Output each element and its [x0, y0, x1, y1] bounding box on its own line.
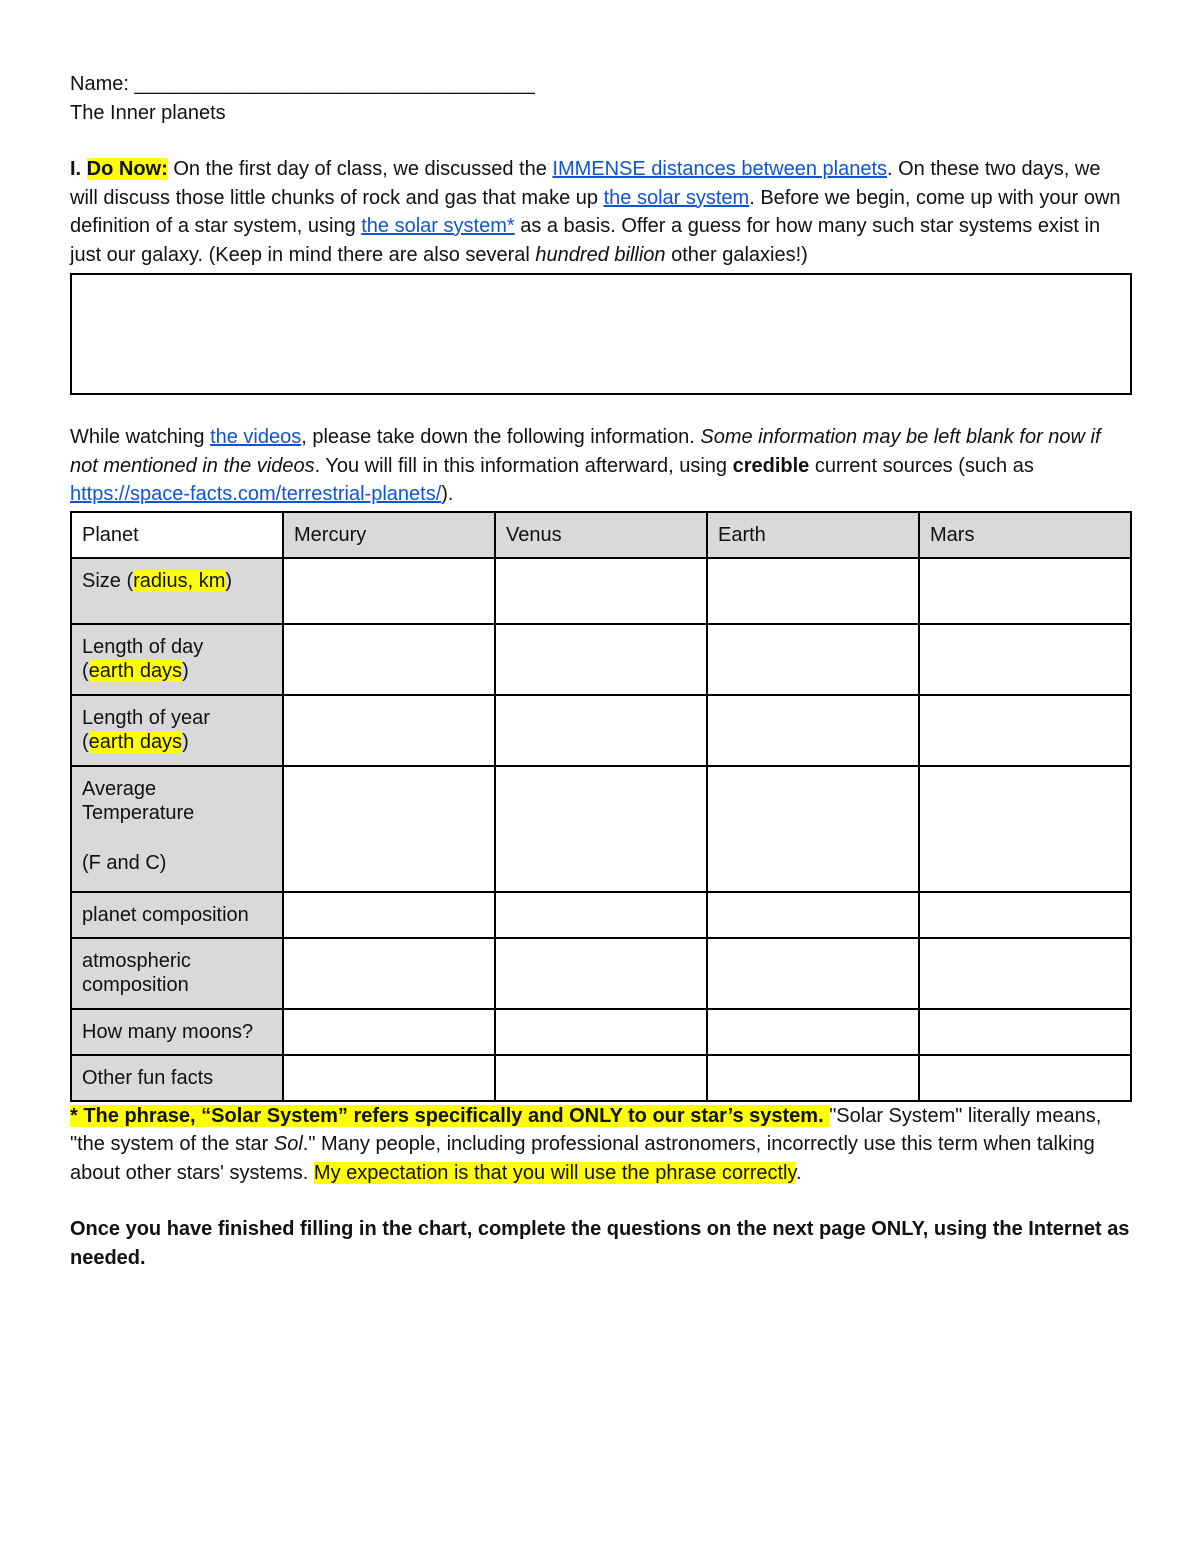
- day-unit-highlight: earth days: [88, 659, 183, 682]
- footnote-text-2: ." Many people, including professional astronomers, incorrectly use this term when talking about other stars' systems.: [70, 1133, 1095, 1184]
- footnote-text-3: .: [796, 1161, 802, 1184]
- header-mars: Mars: [919, 512, 1131, 558]
- row-label-year: [71, 695, 283, 766]
- cell-venus-size[interactable]: [495, 558, 707, 624]
- name-blank[interactable]: ____________________________________: [134, 73, 535, 95]
- instructions-text-5: ).: [441, 483, 454, 505]
- instructions-paragraph: [70, 423, 1132, 509]
- space-facts-link[interactable]: https://space-facts.com/terrestrial-planets/: [70, 483, 442, 505]
- cell-earth-year[interactable]: [707, 695, 919, 766]
- worksheet-page: [70, 70, 1132, 1272]
- cell-earth-composition[interactable]: [707, 892, 919, 938]
- day-label-text: Length of day: [82, 635, 204, 658]
- row-label-moons: How many moons?: [71, 1009, 283, 1055]
- cell-mercury-atmosphere[interactable]: [283, 938, 495, 1009]
- cell-venus-year[interactable]: [495, 695, 707, 766]
- year-label-open: (: [82, 730, 89, 753]
- instructions-bold: credible: [732, 454, 810, 477]
- cell-mars-atmosphere[interactable]: [919, 938, 1131, 1009]
- table-row: [71, 938, 1131, 1009]
- closing-instruction: Once you have finished filling in the chart, complete the questions on the next page ONLY, using the Internet as needed.: [70, 1218, 1130, 1269]
- cell-mercury-year[interactable]: [283, 695, 495, 766]
- year-label-close: ): [182, 730, 189, 753]
- cell-mercury-facts[interactable]: [283, 1055, 495, 1101]
- cell-mars-year[interactable]: [919, 695, 1131, 766]
- cell-mercury-size[interactable]: [283, 558, 495, 624]
- cell-venus-composition[interactable]: [495, 892, 707, 938]
- table-row: [71, 624, 1131, 695]
- planet-table: [70, 511, 1132, 1102]
- cell-venus-moons[interactable]: [495, 1009, 707, 1055]
- solar-system-link[interactable]: the solar system: [603, 186, 750, 209]
- cell-earth-moons[interactable]: [707, 1009, 919, 1055]
- footnote-text-1: "Solar System" literally means, "the system of the star: [70, 1104, 1102, 1155]
- row-label-facts: Other fun facts: [71, 1055, 283, 1101]
- do-now-answer-box[interactable]: [70, 273, 1132, 395]
- videos-link[interactable]: the videos: [210, 426, 302, 448]
- day-label-open: (: [82, 659, 89, 682]
- row-label-day: [71, 624, 283, 695]
- instructions-text-3: . You will fill in this information afterward, using: [314, 454, 733, 477]
- cell-earth-day[interactable]: [707, 624, 919, 695]
- header-earth: Earth: [707, 512, 919, 558]
- cell-mars-facts[interactable]: [919, 1055, 1131, 1101]
- instructions-text-1: While watching: [70, 426, 211, 448]
- footnote-bold-highlight: * The phrase, “Solar System” refers specifically and ONLY to our star’s system.: [70, 1104, 830, 1127]
- instructions-text-2: , please take down the following information.: [301, 426, 701, 448]
- instructions-text-4: current sources (such as: [809, 454, 1034, 477]
- cell-mars-size[interactable]: [919, 558, 1131, 624]
- cell-earth-facts[interactable]: [707, 1055, 919, 1101]
- cell-earth-temperature[interactable]: [707, 766, 919, 892]
- do-now-text-4: as a basis. Offer a guess for how many such star systems exist in just our galaxy. (Keep in mind there are also several: [70, 215, 1101, 266]
- cell-venus-facts[interactable]: [495, 1055, 707, 1101]
- row-label-temperature: [71, 766, 283, 892]
- cell-venus-day[interactable]: [495, 624, 707, 695]
- header-mercury: Mercury: [283, 512, 495, 558]
- do-now-italic: hundred billion: [535, 243, 666, 266]
- table-row: [71, 892, 1131, 938]
- cell-mercury-moons[interactable]: [283, 1009, 495, 1055]
- year-label-text: Length of year: [82, 706, 210, 729]
- row-label-composition: planet composition: [71, 892, 283, 938]
- table-row: [71, 766, 1131, 892]
- do-now-text-5: other galaxies!): [665, 243, 808, 266]
- footnote-expectation-highlight: My expectation is that you will use the phrase correctly: [313, 1161, 796, 1184]
- cell-mercury-temperature[interactable]: [283, 766, 495, 892]
- year-unit-highlight: earth days: [88, 730, 183, 753]
- table-header-row: [71, 512, 1131, 558]
- immense-distances-link[interactable]: IMMENSE distances between planets: [552, 158, 887, 180]
- do-now-text-3: . Before we begin, come up with your own definition of a star system, using: [70, 186, 1121, 237]
- do-now-text-2: . On these two days, we will discuss those little chunks of rock and gas that make up: [70, 158, 1101, 209]
- cell-mars-day[interactable]: [919, 624, 1131, 695]
- table-row: [71, 1009, 1131, 1055]
- do-now-prefix: I.: [70, 158, 87, 180]
- footnote-paragraph: [70, 1102, 1132, 1188]
- cell-mars-composition[interactable]: [919, 892, 1131, 938]
- cell-earth-atmosphere[interactable]: [707, 938, 919, 1009]
- do-now-paragraph: [70, 155, 1132, 269]
- cell-venus-atmosphere[interactable]: [495, 938, 707, 1009]
- header-venus: Venus: [495, 512, 707, 558]
- temperature-label-text: Average Temperature: [82, 777, 195, 824]
- header-planet: Planet: [71, 512, 283, 558]
- name-line: [70, 70, 1132, 99]
- page-title: The Inner planets: [70, 101, 226, 124]
- cell-mercury-composition[interactable]: [283, 892, 495, 938]
- solar-system-asterisk-link[interactable]: the solar system*: [361, 215, 515, 237]
- footnote-italic: Sol: [273, 1133, 303, 1155]
- cell-venus-temperature[interactable]: [495, 766, 707, 892]
- size-label-text: Size (: [82, 569, 134, 592]
- size-label-close: ): [225, 569, 233, 592]
- cell-mars-moons[interactable]: [919, 1009, 1131, 1055]
- table-row: [71, 1055, 1131, 1101]
- atmosphere-label-text: atmospheric composition: [82, 949, 191, 996]
- size-unit-highlight: radius, km: [133, 569, 226, 592]
- row-label-size: [71, 558, 283, 624]
- cell-mercury-day[interactable]: [283, 624, 495, 695]
- do-now-text-1: On the first day of class, we discussed the: [167, 158, 553, 180]
- cell-mars-temperature[interactable]: [919, 766, 1131, 892]
- table-row: [71, 695, 1131, 766]
- instructions-italic: Some information may be left blank for now if not mentioned in the videos: [70, 426, 1101, 477]
- table-row: [71, 558, 1131, 624]
- cell-earth-size[interactable]: [707, 558, 919, 624]
- do-now-label: Do Now:: [86, 158, 168, 180]
- name-label: Name:: [70, 73, 129, 95]
- temperature-unit-text: (F and C): [82, 851, 167, 874]
- row-label-atmosphere: [71, 938, 283, 1009]
- day-label-close: ): [182, 659, 189, 682]
